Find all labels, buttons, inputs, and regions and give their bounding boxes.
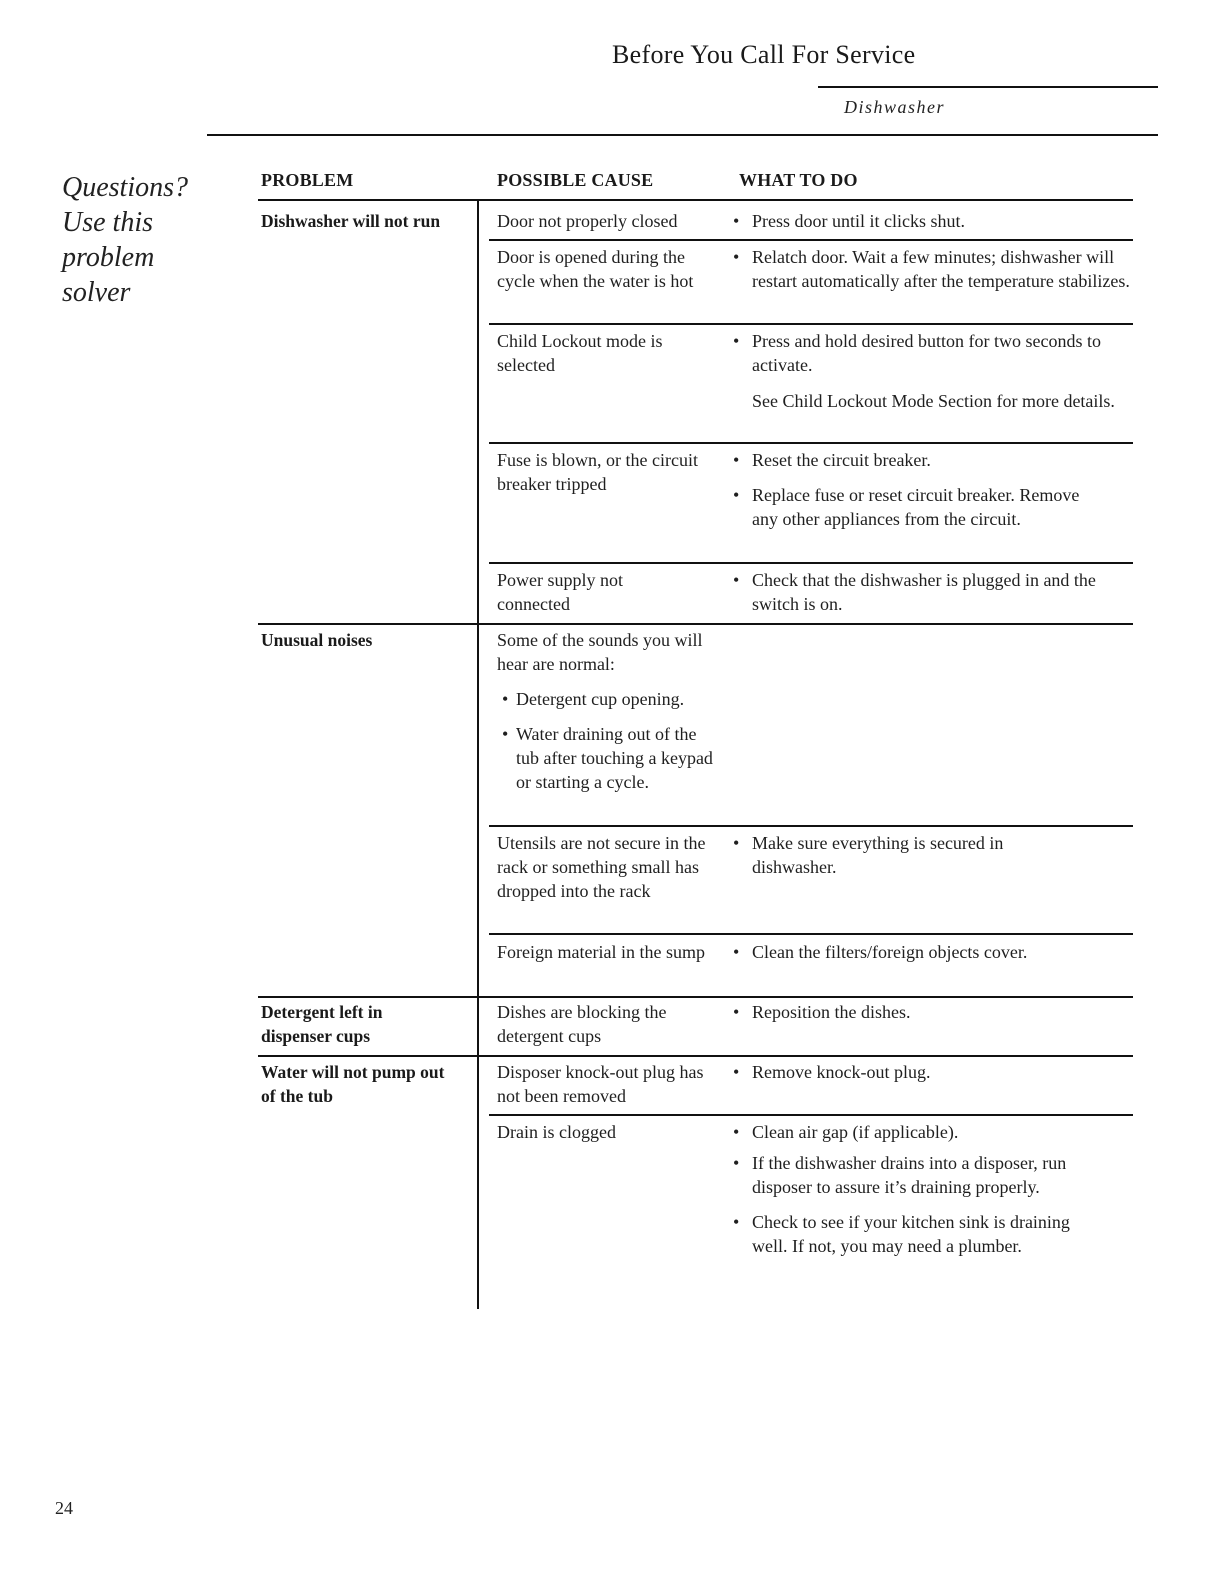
todo-cell [733, 448, 1133, 531]
todo-cell [733, 245, 1133, 293]
header-main-rule [207, 134, 1158, 136]
cause-text: Some of the sounds you will hear are normal: [497, 630, 703, 674]
sidebar-line: solver [62, 277, 131, 308]
todo-cell [733, 831, 1133, 879]
problem-label: Unusual noises [261, 630, 373, 650]
page-number: 24 [55, 1498, 73, 1518]
todo-item: • Press and hold desired button for two seconds to activate. [733, 331, 1101, 375]
row-rule [489, 933, 1133, 935]
cause-cell: Door not properly closed [497, 211, 678, 231]
todo-item: • Check to see if your kitchen sink is draining well. If not, you may need a plumber. [733, 1212, 1070, 1256]
problem-label: Dishwasher will not run [261, 211, 441, 231]
cause-cell: Dishes are blocking the detergent cups [497, 1002, 667, 1046]
column-header-what-to-do: WHAT TO DO [739, 170, 858, 190]
row-rule [489, 825, 1133, 827]
todo-item: • If the dishwasher drains into a disposer, run disposer to assure it’s draining properly. [733, 1153, 1067, 1197]
cause-cell: Foreign material in the sump [497, 942, 705, 962]
row-rule [489, 239, 1133, 241]
section-rule [258, 1055, 1133, 1057]
cause-cell: Child Lockout mode is selected [497, 331, 663, 375]
row-rule [489, 562, 1133, 564]
section-rule [258, 996, 1133, 998]
todo-cell [733, 940, 1133, 964]
sidebar-line: Use this [62, 207, 153, 238]
row-rule [489, 1114, 1133, 1116]
todo-cell [733, 1120, 1133, 1258]
page-subtitle: Dishwasher [844, 97, 946, 117]
todo-cell [733, 1000, 1133, 1024]
cause-cell: Drain is clogged [497, 1122, 616, 1142]
todo-item: • Check that the dishwasher is plugged in and the switch is on. [733, 570, 1096, 614]
sidebar-line: problem [62, 242, 155, 273]
todo-item: • Reposition the dishes. [733, 1002, 911, 1022]
column-divider [477, 201, 479, 1309]
todo-item: • Make sure everything is secured in dishwasher. [733, 833, 1004, 877]
header-rule [818, 86, 1158, 88]
todo-item: • Clean the filters/foreign objects cover. [733, 942, 1028, 962]
todo-cell [733, 1060, 1133, 1084]
todo-item: • Clean air gap (if applicable). [733, 1122, 959, 1142]
row-rule [489, 442, 1133, 444]
todo-item: • Reset the circuit breaker. [733, 450, 931, 470]
cause-cell: Utensils are not secure in the rack or something small has dropped into the rack [497, 833, 706, 901]
page-title: Before You Call For Service [612, 40, 916, 69]
todo-cell [733, 209, 1133, 233]
header-row-rule [258, 199, 1133, 201]
column-header-cause: POSSIBLE CAUSE [497, 170, 654, 190]
cause-cell [497, 628, 727, 794]
todo-item: • Press door until it clicks shut. [733, 211, 965, 231]
cause-cell: Fuse is blown, or the circuit breaker tripped [497, 450, 698, 494]
cause-cell: Power supply not connected [497, 570, 623, 614]
todo-item: • Remove knock-out plug. [733, 1062, 931, 1082]
problem-label: Detergent left in dispenser cups [261, 1002, 383, 1046]
todo-item: • Relatch door. Wait a few minutes; dishwasher will restart automatically after the temperature stabilizes. [733, 247, 1130, 291]
row-rule [489, 323, 1133, 325]
sidebar-callout [62, 170, 202, 310]
cause-item: • Water draining out of the tub after touching a keypad or starting a cycle. [502, 724, 713, 792]
column-header-problem: PROBLEM [261, 170, 354, 190]
todo-note: See Child Lockout Mode Section for more details. [752, 391, 1115, 411]
problem-label: Water will not pump out of the tub [261, 1062, 445, 1106]
todo-cell [733, 568, 1133, 616]
cause-item: • Detergent cup opening. [502, 689, 685, 709]
cause-cell: Door is opened during the cycle when the water is hot [497, 247, 694, 291]
todo-cell [733, 329, 1133, 413]
section-rule [258, 623, 1133, 625]
cause-cell: Disposer knock-out plug has not been removed [497, 1062, 704, 1106]
sidebar-line: Questions? [62, 172, 188, 203]
todo-item: • Replace fuse or reset circuit breaker. Remove any other appliances from the circuit. [733, 485, 1080, 529]
